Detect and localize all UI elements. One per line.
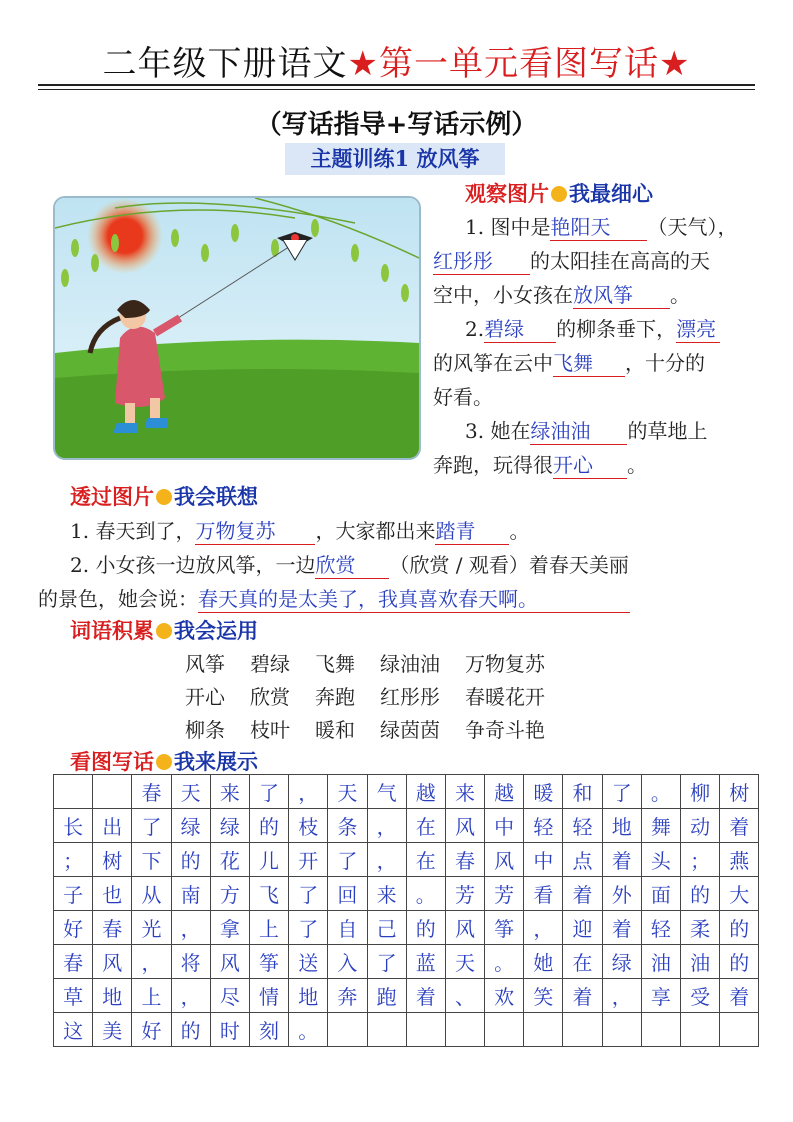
page-title: 二年级下册语文★第一单元看图写话★ — [102, 44, 691, 84]
grid-cell: 春 — [54, 945, 93, 979]
title-rule — [38, 84, 755, 86]
grid-cell: 越 — [406, 775, 445, 809]
grid-cell: 绿 — [171, 809, 210, 843]
grid-cell: ， — [602, 979, 641, 1013]
grid-cell — [93, 775, 132, 809]
grid-cell: 情 — [249, 979, 288, 1013]
grid-cell: 送 — [289, 945, 328, 979]
grid-cell: 了 — [602, 775, 641, 809]
grid-cell: 春 — [132, 775, 171, 809]
grid-cell: 地 — [93, 979, 132, 1013]
grid-cell: 迎 — [563, 911, 602, 945]
grid-cell: 中 — [485, 809, 524, 843]
grid-cell: 枝 — [289, 809, 328, 843]
grid-cell: 了 — [249, 775, 288, 809]
dot-icon — [156, 754, 172, 770]
observe-line-1: 1. 图中是艳阳天 （天气）， — [465, 211, 737, 241]
vocab-row: 柳条 枝叶 暖和 绿茵茵 争奇斗艳 — [185, 718, 545, 742]
grid-cell: 头 — [641, 843, 680, 877]
grid-cell: 的 — [249, 809, 288, 843]
vocab-row: 开心 欣赏 奔跑 红彤彤 春暖花开 — [185, 685, 545, 709]
grid-cell: 来 — [367, 877, 406, 911]
grid-cell: 了 — [289, 911, 328, 945]
observe-line-4: 2.碧绿 的柳条垂下，漂亮 — [465, 313, 720, 343]
writing-heading: 看图写话 我来展示 — [70, 750, 258, 774]
grid-cell: 己 — [367, 911, 406, 945]
imagine-heading: 透过图片 我会联想 — [70, 485, 258, 509]
grid-row — [54, 911, 759, 945]
imagine-line-2: 2. 小女孩一边放风筝，一边欣赏 （欣赏 / 观看）着春天美丽 — [70, 549, 629, 579]
grid-cell: 外 — [602, 877, 641, 911]
grid-cell: 的 — [681, 877, 720, 911]
grid-row — [54, 843, 759, 877]
grid-cell: 着 — [563, 877, 602, 911]
grid-row — [54, 979, 759, 1013]
grid-cell: 南 — [171, 877, 210, 911]
grid-cell: 绿 — [210, 809, 249, 843]
grid-cell: 轻 — [524, 809, 563, 843]
imagine-line-1: 1. 春天到了，万物复苏 ，大家都出来踏青 。 — [70, 515, 529, 545]
grid-cell: 气 — [367, 775, 406, 809]
grid-cell: ， — [132, 945, 171, 979]
grid-cell: 风 — [445, 911, 484, 945]
grid-cell: 春 — [93, 911, 132, 945]
grid-cell: 入 — [328, 945, 367, 979]
observe-line-2: 红彤彤 的太阳挂在高高的天 — [433, 245, 710, 275]
grid-cell: 天 — [328, 775, 367, 809]
grid-cell: 尽 — [210, 979, 249, 1013]
grid-cell: 风 — [93, 945, 132, 979]
dot-icon — [156, 489, 172, 505]
grid-cell — [485, 1013, 524, 1047]
grid-cell — [406, 1013, 445, 1047]
observe-line-3: 空中，小女孩在放风筝 。 — [433, 279, 690, 309]
grid-cell: 这 — [54, 1013, 93, 1047]
grid-cell: 筝 — [249, 945, 288, 979]
grid-cell: 草 — [54, 979, 93, 1013]
grid-cell: 风 — [485, 843, 524, 877]
grid-cell: 动 — [681, 809, 720, 843]
grid-cell — [445, 1013, 484, 1047]
grid-cell: 上 — [132, 979, 171, 1013]
grid-cell: 来 — [210, 775, 249, 809]
grid-cell: 轻 — [641, 911, 680, 945]
grid-cell: 的 — [406, 911, 445, 945]
observe-line-8: 奔跑，玩得很开心 。 — [433, 449, 647, 479]
grid-cell: ， — [524, 911, 563, 945]
grid-cell: 着 — [602, 843, 641, 877]
grid-cell: 的 — [720, 911, 759, 945]
grid-cell: 的 — [171, 1013, 210, 1047]
grid-cell: ； — [681, 843, 720, 877]
vocab-heading: 词语积累 我会运用 — [70, 619, 258, 643]
grid-cell: 了 — [367, 945, 406, 979]
grid-cell: 儿 — [249, 843, 288, 877]
grid-cell: 刻 — [249, 1013, 288, 1047]
grid-cell — [681, 1013, 720, 1047]
kite-illustration — [53, 196, 421, 460]
grid-cell: 地 — [602, 809, 641, 843]
grid-cell: ； — [54, 843, 93, 877]
dot-icon — [156, 623, 172, 639]
grid-cell: 在 — [406, 843, 445, 877]
grid-cell — [563, 1013, 602, 1047]
observe-heading: 观察图片 我最细心 — [465, 182, 653, 206]
imagine-line-3: 的景色，她会说：春天真的是太美了，我真喜欢春天啊。 — [38, 583, 630, 613]
grid-cell — [54, 775, 93, 809]
observe-line-7: 3. 她在绿油油 的草地上 — [465, 415, 707, 445]
grid-row — [54, 877, 759, 911]
grid-cell: 蓝 — [406, 945, 445, 979]
grid-cell — [602, 1013, 641, 1047]
grid-cell: 。 — [289, 1013, 328, 1047]
grid-row — [54, 775, 759, 809]
grid-cell: 柳 — [681, 775, 720, 809]
grid-cell: 笑 — [524, 979, 563, 1013]
grid-cell: 飞 — [249, 877, 288, 911]
grid-cell: 的 — [720, 945, 759, 979]
grid-cell: 树 — [93, 843, 132, 877]
grid-cell: 奔 — [328, 979, 367, 1013]
grid-cell: 时 — [210, 1013, 249, 1047]
grid-cell: 享 — [641, 979, 680, 1013]
grid-cell: 在 — [563, 945, 602, 979]
observe-line-6: 好看。 — [433, 385, 493, 409]
grid-cell — [720, 1013, 759, 1047]
grid-cell: 绿 — [602, 945, 641, 979]
grid-cell: 轻 — [563, 809, 602, 843]
vocab-row: 风筝 碧绿 飞舞 绿油油 万物复苏 — [185, 652, 545, 676]
grid-cell: ， — [367, 843, 406, 877]
theme-label: 主题训练1 放风筝 — [285, 143, 505, 175]
grid-cell: 她 — [524, 945, 563, 979]
grid-cell: 回 — [328, 877, 367, 911]
grid-cell: 了 — [289, 877, 328, 911]
dot-icon — [551, 186, 567, 202]
grid-cell: 看 — [524, 877, 563, 911]
grid-cell: 也 — [93, 877, 132, 911]
grid-cell: 在 — [406, 809, 445, 843]
grid-cell: 天 — [171, 775, 210, 809]
observe-line-5: 的风筝在云中飞舞 ，十分的 — [433, 347, 705, 377]
grid-cell: 中 — [524, 843, 563, 877]
grid-cell: 。 — [406, 877, 445, 911]
grid-cell: 点 — [563, 843, 602, 877]
grid-cell: 暖 — [524, 775, 563, 809]
grid-cell: 美 — [93, 1013, 132, 1047]
grid-cell: 树 — [720, 775, 759, 809]
grid-cell: 着 — [602, 911, 641, 945]
grid-cell: 风 — [445, 809, 484, 843]
grid-cell: 着 — [720, 809, 759, 843]
grid-cell — [641, 1013, 680, 1047]
grid-cell: 子 — [54, 877, 93, 911]
grid-cell: 油 — [641, 945, 680, 979]
grid-cell: 舞 — [641, 809, 680, 843]
grid-cell: 欢 — [485, 979, 524, 1013]
grid-cell: 了 — [328, 843, 367, 877]
grid-cell: 芳 — [485, 877, 524, 911]
grid-cell: ， — [289, 775, 328, 809]
subtitle: （写话指导+写话示例） — [255, 110, 538, 140]
grid-cell: 受 — [681, 979, 720, 1013]
grid-cell: 油 — [681, 945, 720, 979]
grid-cell: 越 — [485, 775, 524, 809]
title-rule-thin — [38, 89, 755, 90]
grid-cell: 面 — [641, 877, 680, 911]
grid-cell: 开 — [289, 843, 328, 877]
grid-cell: 。 — [485, 945, 524, 979]
grid-cell: 的 — [171, 843, 210, 877]
grid-cell: 着 — [563, 979, 602, 1013]
grid-cell: 方 — [210, 877, 249, 911]
grid-cell: 好 — [54, 911, 93, 945]
grid-cell: 大 — [720, 877, 759, 911]
grid-cell: 上 — [249, 911, 288, 945]
grid-row — [54, 1013, 759, 1047]
grid-cell: 春 — [445, 843, 484, 877]
grid-cell: 条 — [328, 809, 367, 843]
grid-cell: 来 — [445, 775, 484, 809]
grid-row — [54, 945, 759, 979]
grid-cell: 从 — [132, 877, 171, 911]
grid-cell: 、 — [445, 979, 484, 1013]
grid-cell: 了 — [132, 809, 171, 843]
grid-cell: ， — [171, 911, 210, 945]
writing-grid — [53, 774, 759, 1047]
grid-cell: 长 — [54, 809, 93, 843]
grid-cell: 筝 — [485, 911, 524, 945]
grid-cell: ， — [171, 979, 210, 1013]
grid-cell: 下 — [132, 843, 171, 877]
grid-cell: 拿 — [210, 911, 249, 945]
grid-cell: 芳 — [445, 877, 484, 911]
grid-row — [54, 809, 759, 843]
grid-cell: 地 — [289, 979, 328, 1013]
grid-cell: 将 — [171, 945, 210, 979]
grid-cell — [367, 1013, 406, 1047]
grid-cell — [524, 1013, 563, 1047]
grid-cell: 光 — [132, 911, 171, 945]
grid-cell — [328, 1013, 367, 1047]
grid-cell: 着 — [406, 979, 445, 1013]
grid-cell: 着 — [720, 979, 759, 1013]
grid-cell: 风 — [210, 945, 249, 979]
grid-cell: 跑 — [367, 979, 406, 1013]
grid-cell: ， — [367, 809, 406, 843]
grid-cell: 柔 — [681, 911, 720, 945]
grid-cell: 天 — [445, 945, 484, 979]
grid-cell: 。 — [641, 775, 680, 809]
grid-cell: 好 — [132, 1013, 171, 1047]
grid-cell: 自 — [328, 911, 367, 945]
grid-cell: 和 — [563, 775, 602, 809]
grid-cell: 花 — [210, 843, 249, 877]
grid-cell: 燕 — [720, 843, 759, 877]
grid-cell: 出 — [93, 809, 132, 843]
